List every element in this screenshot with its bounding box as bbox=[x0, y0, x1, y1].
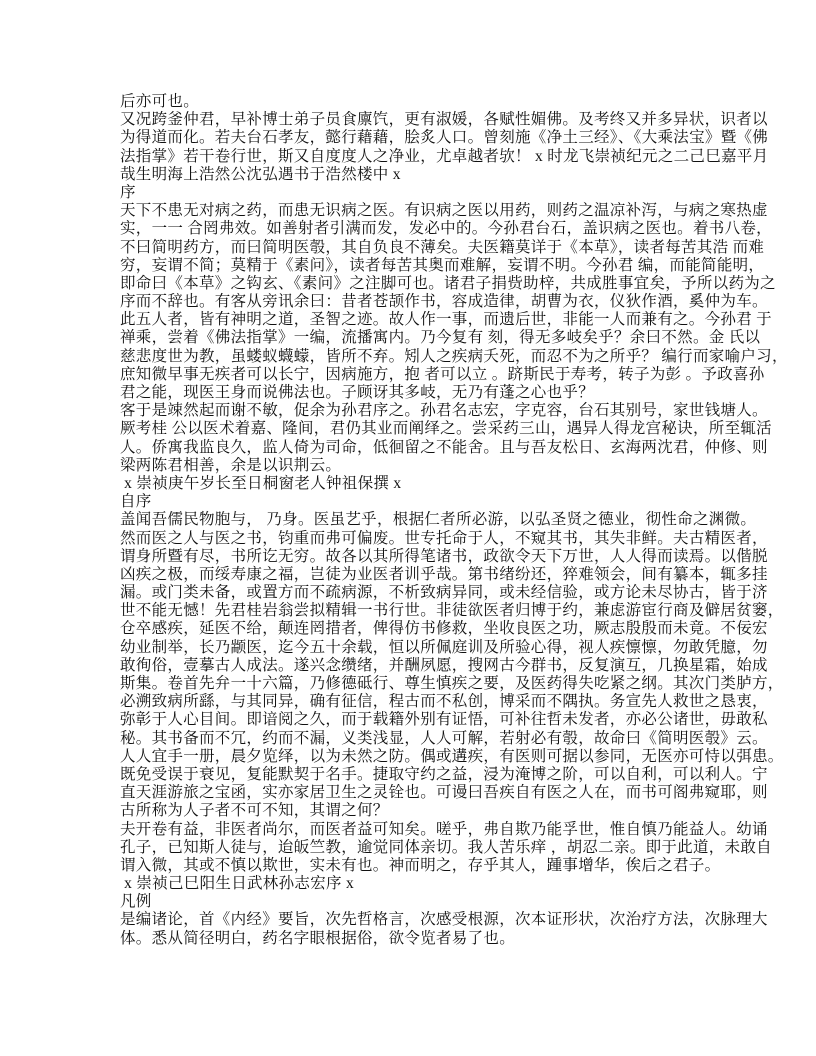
text-line: 君之能，现医王身而说佛法也。子顾讶其多岐，无乃有蓬之心也乎？ bbox=[120, 384, 595, 401]
text-line: 斯集。卷首先弁一十六篇，乃修德砥行、尊生慎疾之要，及医药得失吃紧之纲。其次门类胪方， bbox=[120, 675, 784, 692]
text-line: 人。侨寓我监良久，监人倚为司命，低徊留之不能舍。且与吾友松日、玄海两沈君，仲修、则 bbox=[120, 438, 768, 456]
text-line: 秘。其书备而不冗，约而不漏，义类浅显，人人可解，若射必有彀，故命曰《简明医彀》云。 bbox=[120, 729, 768, 747]
text-line: 序而不辞也。有客从旁讯余曰：昔者苍颉作书，容成造律，胡曹为衣，仪狄作酒，奚仲为车。 bbox=[120, 293, 768, 311]
text-line: 此五人者，皆有神明之道，圣智之迹。故人作一事，而遗后世，非能一人而兼有之。今孙君 于 bbox=[120, 311, 772, 329]
text-line: 厥考桂 公以医术着嘉、隆间，君仍其业而阐绎之。尝采药三山，遇异人得龙宫秘诀，所至辄活 bbox=[120, 420, 772, 438]
text-line: 是编诸论，首《内经》要旨，次先哲格言，次感受根源，次本证形状，次治疗方法，次脉理大 bbox=[120, 911, 768, 929]
text-line: 敢徇俗，壹摹古人成法。遂兴念缵绪，并酬夙愿，搜网古今群书，反复演互，几换星霜，始成 bbox=[120, 656, 768, 674]
text-line: 幼业制举，长乃颛医，迄今五十余载，恒以所佩庭训及所验心得，视人疾懔懔，勿敢凭臆，勿 bbox=[120, 638, 768, 656]
text-line: 后亦可也。 bbox=[120, 93, 200, 110]
text-line: 客于是竦然起而谢不敏，促余为孙君序之。孙君名志宏，字克容，台石其别号，家世钱塘人。 bbox=[120, 402, 768, 420]
text-line: 然而医之人与医之书，钧重而弗可偏废。世专托命于人，不窥其书，其失非鲜。夫古精医者， bbox=[120, 529, 768, 547]
signature-line: x 崇祯己巳阳生日武林孙志宏序 x bbox=[120, 875, 355, 893]
text-line: 人人宜手一册，晨夕览绎，以为未然之防。偶或遘疾，有医则可据以参同，无医亦可恃以弭患。 bbox=[120, 747, 784, 765]
text-line: 又况跨釜仲君，早补博士弟子员食廪饩，更有淑媛，各赋性媚佛。及考终又并多异状，识者以 bbox=[120, 111, 768, 129]
signature-line: 哉生明海上浩然公沈弘遇书于浩然楼中 x bbox=[120, 165, 401, 183]
text-line: 庶知微早事无疾者可以长宁，因病施方，抱 者可以立 。跻斯民于寿考，转子为彭 。予政喜孙 bbox=[120, 365, 765, 383]
text-line: 直天涯游旅之宝函，实亦家居卫生之灵铨也。可谩曰吾疾自有医之人在，而书可阁弗窥耶，则 bbox=[120, 784, 768, 802]
text-line: 即命曰《本草》之钩玄、《素问》之注脚可也。诸君子捐赀助梓，共成胜事宜矣，予所以药为之 bbox=[120, 274, 776, 292]
text-line: 孔子，已知斯人徒与，迨皈竺教，逾觉同体亲切。我人苦乐痒 ，胡忍二亲。即于此道，未敢自 bbox=[120, 838, 772, 856]
text-line: 凶疾之极，而绥寿康之福，岂徒为业医者训乎哉。第书绪纷还，猝难领会，间有纂本，辄多挂 bbox=[120, 565, 768, 583]
text-line: 禅乘，尝着《佛法指掌》一编，流播寓内。乃今复有 刻，得无多岐矣乎？余曰不然。金 氏以 bbox=[120, 329, 761, 347]
text-line: 实，一一 合罔弗效。如善射者引满而发，发必中的。今孙君台石，盖识病之医也。着书八卷， bbox=[120, 220, 772, 238]
document-page bbox=[120, 93, 788, 948]
text-line: 弥彰于人心目间。即谙阅之久，而于载籍外别有证悟，可补往哲未发者，亦必公诸世，毋敢私 bbox=[120, 711, 768, 729]
text-line: 仓卒感疾，延医不给，颠连罔措者，俾得仿书修救，坐收良医之功，厥志殷殷而未竟。不佞宏 bbox=[120, 620, 768, 638]
section-heading-self-preface: 自序 bbox=[120, 493, 152, 511]
text-line: 穷，妄谓不简；莫精于《素问》，读者每苦其奥而难解，妄谓不明。今孙君 编，而能简能明， bbox=[120, 256, 765, 274]
signature-line: x 崇祯庚午岁长至日桐窗老人钟祖保撰 x bbox=[120, 474, 402, 492]
text-line: 法指掌》若干卷行世，斯又自度度人之净业，尤卓越者欤！ x 时龙飞崇祯纪元之二己巳嘉平月 bbox=[120, 147, 769, 165]
text-line: 谓身所暨有尽，书所讫无穷。故各以其所得笔诸书，政欲令天下万世，人人得而读焉。以偕脱 bbox=[120, 547, 768, 565]
text-line: 谓入微，其或不慎以欺世，实未有也。神而明之，存乎其人，踵事增华，俟后之君子。 bbox=[120, 856, 721, 874]
text-line: 世不能无憾！先君桂岩翁尝拟精辑一书行世。非徒欲医者归博于约，兼虑游宦行商及僻居贫窭， bbox=[120, 602, 784, 620]
text-line: 漏。或门类未备，或置方而不疏病源，不析致病异同，或未经信验，或方论未尽协古，皆于济 bbox=[120, 584, 768, 602]
text-line: 不曰简明药方，而曰简明医彀，其自负良不薄矣。夫医籍莫详于《本草》，读者每苦其浩 而难 bbox=[120, 238, 765, 256]
section-heading-preface: 序 bbox=[120, 183, 136, 201]
text-line: 夫开卷有益，非医者尚尔，而医者益可知矣。嗟乎，弗自欺乃能孚世，惟自慎乃能益人。幼诵 bbox=[120, 820, 768, 838]
text-line: 天下不患无对病之药，而患无识病之医。有识病之医以用药，则药之温凉补泻，与病之寒热虚 bbox=[120, 202, 768, 220]
text-line: 为得道而化。若夫台石孝友，懿行藉藉，脍炙人口。曾刻施《净土三经》、《大乘法宝》暨《佛 bbox=[120, 129, 769, 147]
text-line: 既免受误于衰见，复能默契于名手。捷取守约之益，浸为淹博之阶，可以自利，可以利人。宁 bbox=[120, 765, 768, 783]
text-line: 古所称为人子者不可不知，其谓之何？ bbox=[120, 802, 389, 820]
text-line: 体。悉从简径明白，药名字眼根据俗，欲令览者易了也。 bbox=[120, 929, 516, 947]
section-heading-general-rules: 凡例 bbox=[120, 893, 152, 911]
text-line: 梁两陈君相善，余是以识荆云。 bbox=[120, 456, 342, 474]
text-line: 慈悲度世为教，虽蝼蚁蠛蠓，皆所不弃。矧人之疾病夭死，而忍不为之所乎？ 编行而家喻户习， bbox=[120, 347, 788, 365]
text-line: 盖闻吾儒民物胞与， 乃身。医虽艺乎，根据仁者所必游，以弘圣贤之德业，彻性命之渊微。 bbox=[120, 511, 757, 529]
text-line: 必溯致病所繇，与其同异，确有征信，程古而不私创，博采而不隅执。务宣先人救世之恳衷， bbox=[120, 693, 768, 711]
